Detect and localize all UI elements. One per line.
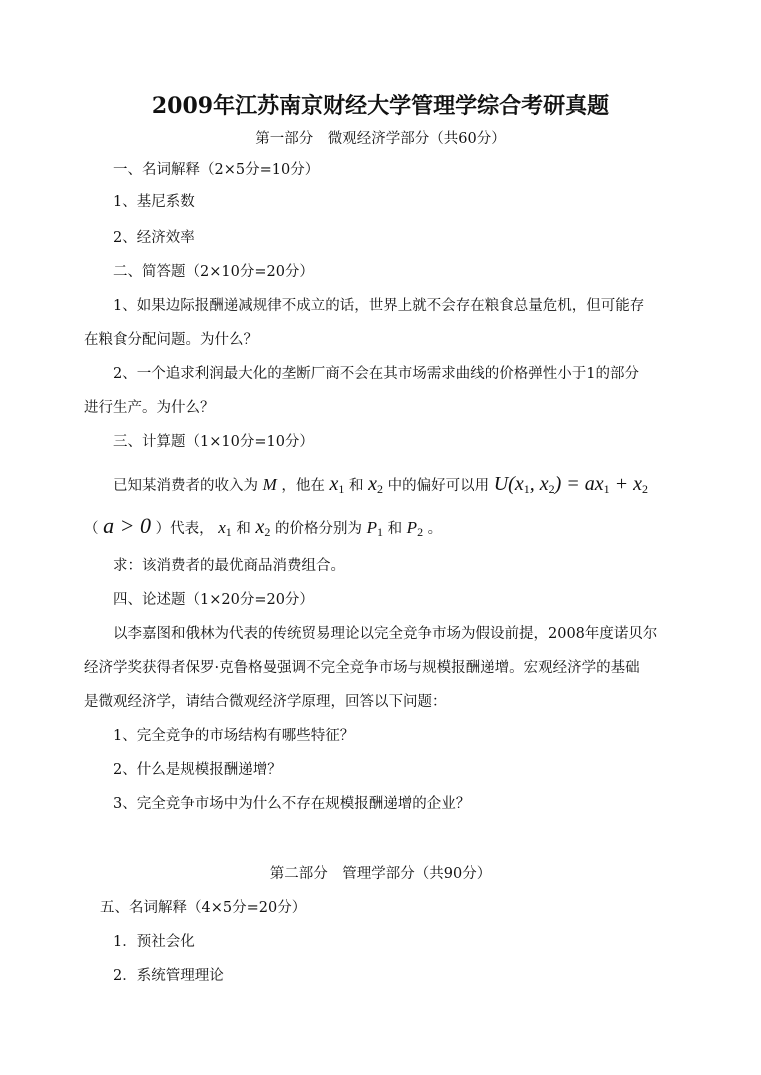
income-symbol: M — [262, 475, 277, 494]
term-item-1: 1、基尼系数 — [113, 194, 195, 210]
calc-line-2 — [84, 513, 684, 542]
calc-text-b: ，他在 — [281, 478, 325, 494]
question-2-2-line1: 2、一个追求利润最大化的垄断厂商不会在其市场需求曲线的价格弹性小于1的部分 — [113, 366, 639, 382]
document-title: 2009年江苏南京财经大学管理学综合考研真题 — [151, 93, 610, 119]
term2-item-1: 1．预社会化 — [113, 934, 195, 950]
section4-heading: 四、论述题（1×20分=20分） — [113, 592, 314, 608]
essay-item-1: 1、完全竞争的市场结构有哪些特征？ — [113, 728, 355, 744]
calc-text-a: 已知某消费者的收入为 — [113, 478, 258, 494]
period: 。 — [427, 521, 443, 537]
essay-para-line3: 是微观经济学，请结合微观经济学原理，回答以下问题： — [84, 694, 447, 710]
p2-symbol: $P_2$ — [406, 518, 424, 539]
section5-heading: 五、名词解释（4×5分=20分） — [100, 900, 307, 916]
and-text-2: 和 — [236, 521, 251, 537]
p1-symbol: $P_1$ — [366, 518, 383, 539]
essay-item-3: 3、完全竞争市场中为什么不存在规模报酬递增的企业？ — [113, 796, 471, 812]
utility-function: $U(x_1$, $x_2) = ax_1 + x_2$ — [493, 473, 649, 496]
question-2-1-line1: 1、如果边际报酬递减规律不成立的话，世界上就不会存在粮食总量危机，但可能存 — [113, 298, 645, 314]
term2-item-2: 2．系统管理理论 — [113, 968, 224, 984]
essay-item-2: 2、什么是规模报酬递增？ — [113, 762, 282, 778]
calc-text-c: 中的偏好可以用 — [387, 478, 490, 494]
x2-symbol-2: $x_2$ — [255, 516, 271, 539]
x1-symbol: $x_1$ — [329, 473, 345, 496]
question-2-1-line2: 在粮食分配问题。为什么？ — [84, 332, 258, 348]
condition-a-positive: a > 0 — [103, 513, 151, 538]
x1-symbol-2: $x_1$ — [218, 518, 232, 539]
section3-heading: 三、计算题（1×10分=10分） — [113, 434, 314, 450]
term-item-2: 2、经济效率 — [113, 230, 195, 246]
question-2-2-line2: 进行生产。为什么？ — [84, 400, 215, 416]
essay-para-line2: 经济学奖获得者保罗·克鲁格曼强调不完全竞争市场与规模报酬递增。宏观经济学的基础 — [84, 660, 640, 676]
section1-heading: 一、名词解释（2×5分=10分） — [113, 162, 320, 178]
calc-question: 求：该消费者的最优商品消费组合。 — [113, 558, 345, 574]
calc-text-price: 的价格分别为 — [274, 521, 362, 537]
essay-para-line1: 以李嘉图和俄林为代表的传统贸易理论以完全竞争市场为假设前提，2008年度诺贝尔 — [113, 626, 658, 642]
section2-heading: 二、简答题（2×10分=20分） — [113, 264, 314, 280]
part1-heading: 第一部分 微观经济学部分（共60分） — [255, 131, 506, 147]
and-text: 和 — [349, 478, 364, 494]
calc-line-1 — [113, 474, 693, 499]
calc-text-represent: ）代表， — [155, 521, 214, 537]
paren-open: （ — [84, 521, 99, 537]
x2-symbol: $x_2$ — [368, 473, 383, 496]
and-text-3: 和 — [387, 521, 403, 537]
part2-heading: 第二部分 管理学部分（共90分） — [269, 866, 492, 882]
